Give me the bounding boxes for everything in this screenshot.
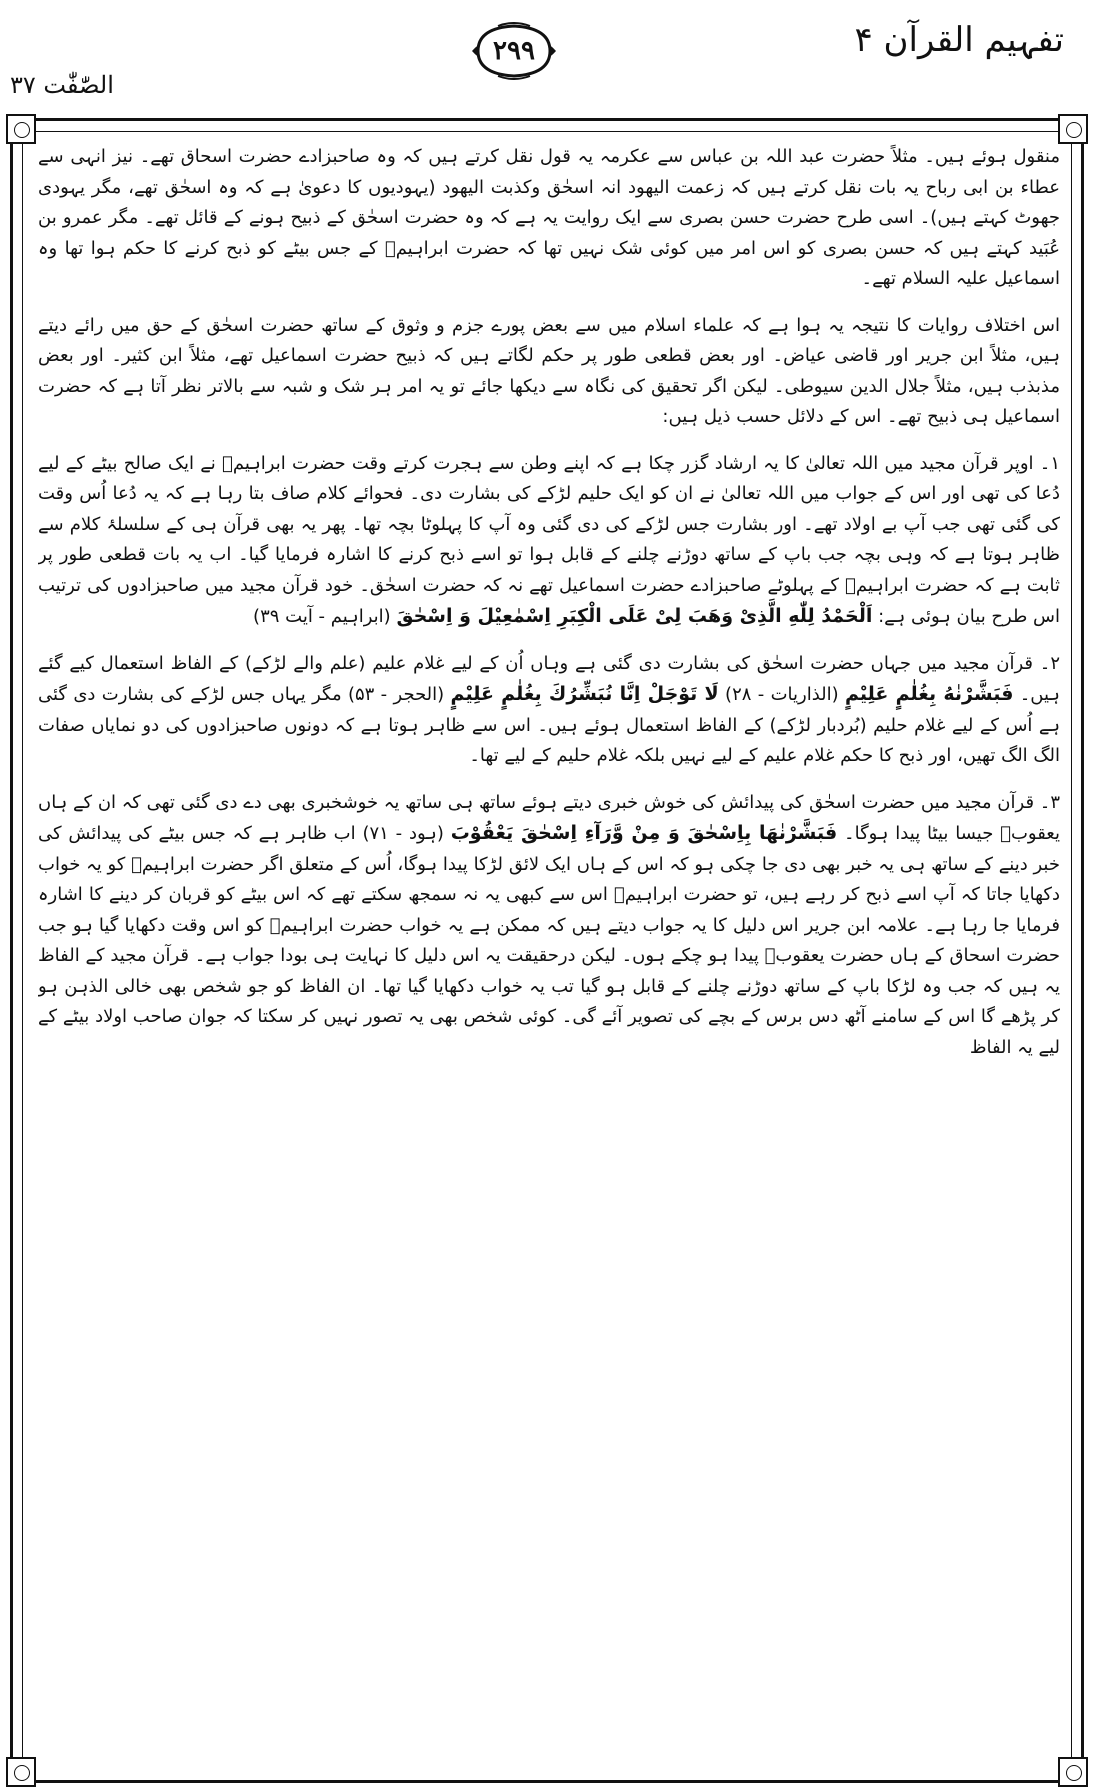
corner-ornament-bottom-right — [1058, 1757, 1088, 1787]
page-header — [0, 0, 1094, 125]
page-number-badge — [468, 20, 560, 82]
verse-hud-71: فَبَشَّرْنٰهَا بِاِسْحٰقَ وَ مِنْ وَّرَآءِ اِسْحٰقَ یَعْقُوْبَ — [450, 822, 838, 844]
paragraph-1: منقول ہوئے ہیں۔ مثلاً حضرت عبد اللہ بن عباس سے عکرمہ یہ قول نقل کرتے ہیں کہ وہ صاحبزادے حضرت اسحاق تھے۔ نیز انہی سے عطاء بن ابی رباح یہ بات نقل کرتے ہیں کہ زعمت الیھود انہ اسحٰق وکذبت الیھود (یہودیوں کا دعویٰ ہے کہ وہ اسحٰق تھے، مگر یہودی جھوٹ کہتے ہیں)۔ اسی طرح حضرت حسن بصری سے ایک روایت یہ ہے کہ وہ حضرت اسحٰق کے ذبیح ہونے کے قائل تھے۔ مگر عمرو بن عُبَید کہتے ہیں کہ حسن بصری کو اس امر میں کوئی شک نہیں تھا کہ حضرت ابراہیمؑ کے جس بیٹے کو ذبح کرنے کا حکم ہوا تھا وہ اسماعیل علیہ السلام تھے۔ — [38, 146, 1060, 289]
verse-ibrahim-39: اَلْحَمْدُ لِلّٰهِ الَّذِیْ وَهَبَ لِیْ عَلَى الْكِبَرِ اِسْمٰعِیْلَ وَ اِسْحٰقَ — [396, 605, 873, 627]
paragraph-5-text: ۳۔ قرآن مجید میں حضرت اسحٰق کی پیدائش کی خوش خبری دیتے ہوئے ساتھ ہی ساتھ یہ خوشخبری بھی دے دی گئی تھی کہ ان کے ہاں یعقوبؑ جیسا بیٹا پیدا ہوگا۔ — [38, 791, 1060, 844]
corner-ornament-top-right — [1058, 114, 1088, 144]
corner-ornament-bottom-left — [6, 1757, 36, 1787]
corner-ornament-top-left — [6, 114, 36, 144]
paragraph-2: اس اختلاف روایات کا نتیجہ یہ ہوا ہے کہ علماء اسلام میں سے بعض پورے جزم و وثوق کے ساتھ حضرت اسحٰق کے حق میں رائے دیتے ہیں، مثلاً ابن جریر اور قاضی عیاض۔ اور بعض قطعی طور پر حکم لگاتے ہیں کہ ذبیح حضرت اسماعیل تھے، مثلاً ابن کثیر۔ اور بعض مذبذب ہیں، مثلاً جلال الدین سیوطی۔ لیکن اگر تحقیق کی نگاہ سے دیکھا جائے تو یہ امر ہر شک و شبہ سے بالاتر نظر آتا ہے کہ حضرت اسماعیل ہی ذبیح تھے۔ اس کے دلائل حسب ذیل ہیں: — [38, 314, 1060, 427]
verse-adh-dhariyat-28: فَبَشَّرْنٰهُ بِغُلٰمٍ عَلِیْمٍ — [845, 683, 1014, 705]
paragraph-3 — [38, 449, 1060, 633]
paragraph-5 — [38, 788, 1060, 1064]
verse-ref-hud-71: (ہود - ۷۱) — [362, 823, 444, 844]
verse-ref-al-hijr-53: (الحجر - ۵۳) — [347, 684, 445, 705]
paragraph-4 — [38, 649, 1060, 772]
page-number: ۲۹۹ — [493, 36, 535, 66]
verse-al-hijr-53: لَا تَوْجَلْ اِنَّا نُبَشِّرُكَ بِغُلٰمٍ عَلِیْمٍ — [450, 683, 719, 705]
paragraph-4-cont: مگر یہاں جس لڑکے کی بشارت دی گئی ہے اُس کے لیے غلام حلیم (بُردبار لڑکے) کے الفاظ استعمال ہوئے ہیں۔ اس سے ظاہر ہوتا ہے کہ دونوں صاحبزادوں کی دو نمایاں صفات الگ الگ تھیں، اور ذبح کا حکم غلام علیم کے لیے نہیں بلکہ غلام حلیم کے لیے تھا۔ — [38, 684, 1060, 766]
surah-name: الصّٰفّٰت ۳۷ — [10, 71, 114, 99]
paragraph-5-cont: اب ظاہر ہے کہ جس بیٹے کی پیدائش کی خبر دینے کے ساتھ ہی یہ خبر بھی دی جا چکی ہو کہ اس کے ہاں ایک لائق لڑکا پیدا ہوگا، اُس کے متعلق اگر حضرت ابراہیمؑ کو یہ خواب دکھایا جاتا کہ آپ اسے ذبح کر رہے ہیں، تو حضرت ابراہیمؑ اس سے کبھی یہ نہ سمجھ سکتے تھے کہ اس بیٹے کو قربان کر دینے کا اشارہ فرمایا جا رہا ہے۔ علامہ ابن جریر اس دلیل کا یہ جواب دیتے ہیں کہ ممکن ہے یہ خواب حضرت ابراہیمؑ کو اس وقت دکھایا گیا ہو جب حضرت اسحاق کے ہاں حضرت یعقوبؑ پیدا ہو چکے ہوں۔ لیکن درحقیقت یہ اس دلیل کا نہایت ہی بودا جواب ہے۔ قرآن مجید کے الفاظ یہ ہیں کہ جب وہ لڑکا باپ کے ساتھ دوڑنے چلنے کے قابل ہو گیا تب یہ خواب دکھایا گیا تھا۔ ان الفاظ کو جو شخص بھی خالی الذہن ہو کر پڑھے گا اس کے سامنے آٹھ دس برس کے بچے کی تصویر آئے گی۔ کوئی شخص بھی یہ تصور نہیں کر سکتا کہ جوان صاحب اولاد بیٹے کے لیے یہ الفاظ — [38, 823, 1060, 1058]
main-text — [38, 142, 1060, 1782]
verse-ref-adh-dhariyat-28: (الذاریات - ۲۸) — [725, 684, 839, 705]
book-title: تفہیم القرآن ۴ — [854, 20, 1064, 60]
paragraph-3-text: ۱۔ اوپر قرآن مجید میں اللہ تعالیٰ کا یہ ارشاد گزر چکا ہے کہ اپنے وطن سے ہجرت کرتے وقت حضرت ابراہیمؑ نے ایک صالح بیٹے کے لیے دُعا کی تھی اور اس کے جواب میں اللہ تعالیٰ نے ان کو ایک حلیم لڑکے کی بشارت دی۔ فحوائے کلام صاف بتا رہا ہے کہ یہ دُعا اُس وقت کی گئی تھی جب آپ بے اولاد تھے۔ اور بشارت جس لڑکے کی دی گئی وہ آپ کا پہلوٹا بچہ تھا۔ پھر یہ بھی قرآن ہی کے سلسلۂ کلام سے ظاہر ہوتا ہے کہ وہی بچہ جب باپ کے ساتھ دوڑنے چلنے کے قابل ہوا تو اسے ذبح کرنے کا اشارہ فرمایا گیا۔ اب یہ بات قطعی طور پر ثابت ہے کہ حضرت ابراہیمؑ کے پہلوٹے صاحبزادے حضرت اسماعیل تھے نہ کہ حضرت اسحٰق۔ خود قرآن مجید میں صاحبزادوں کی ترتیب اس طرح بیان ہوئی ہے: — [38, 452, 1060, 627]
verse-ref-ibrahim-39: (ابراہیم - آیت ۳۹) — [253, 606, 391, 627]
paragraph-4-text: ۲۔ قرآن مجید میں جہاں حضرت اسحٰق کی بشارت دی گئی ہے وہاں اُن کے لیے غلام علیم (علم والے لڑکے) کے الفاظ استعمال کیے گئے ہیں۔ — [38, 652, 1060, 705]
